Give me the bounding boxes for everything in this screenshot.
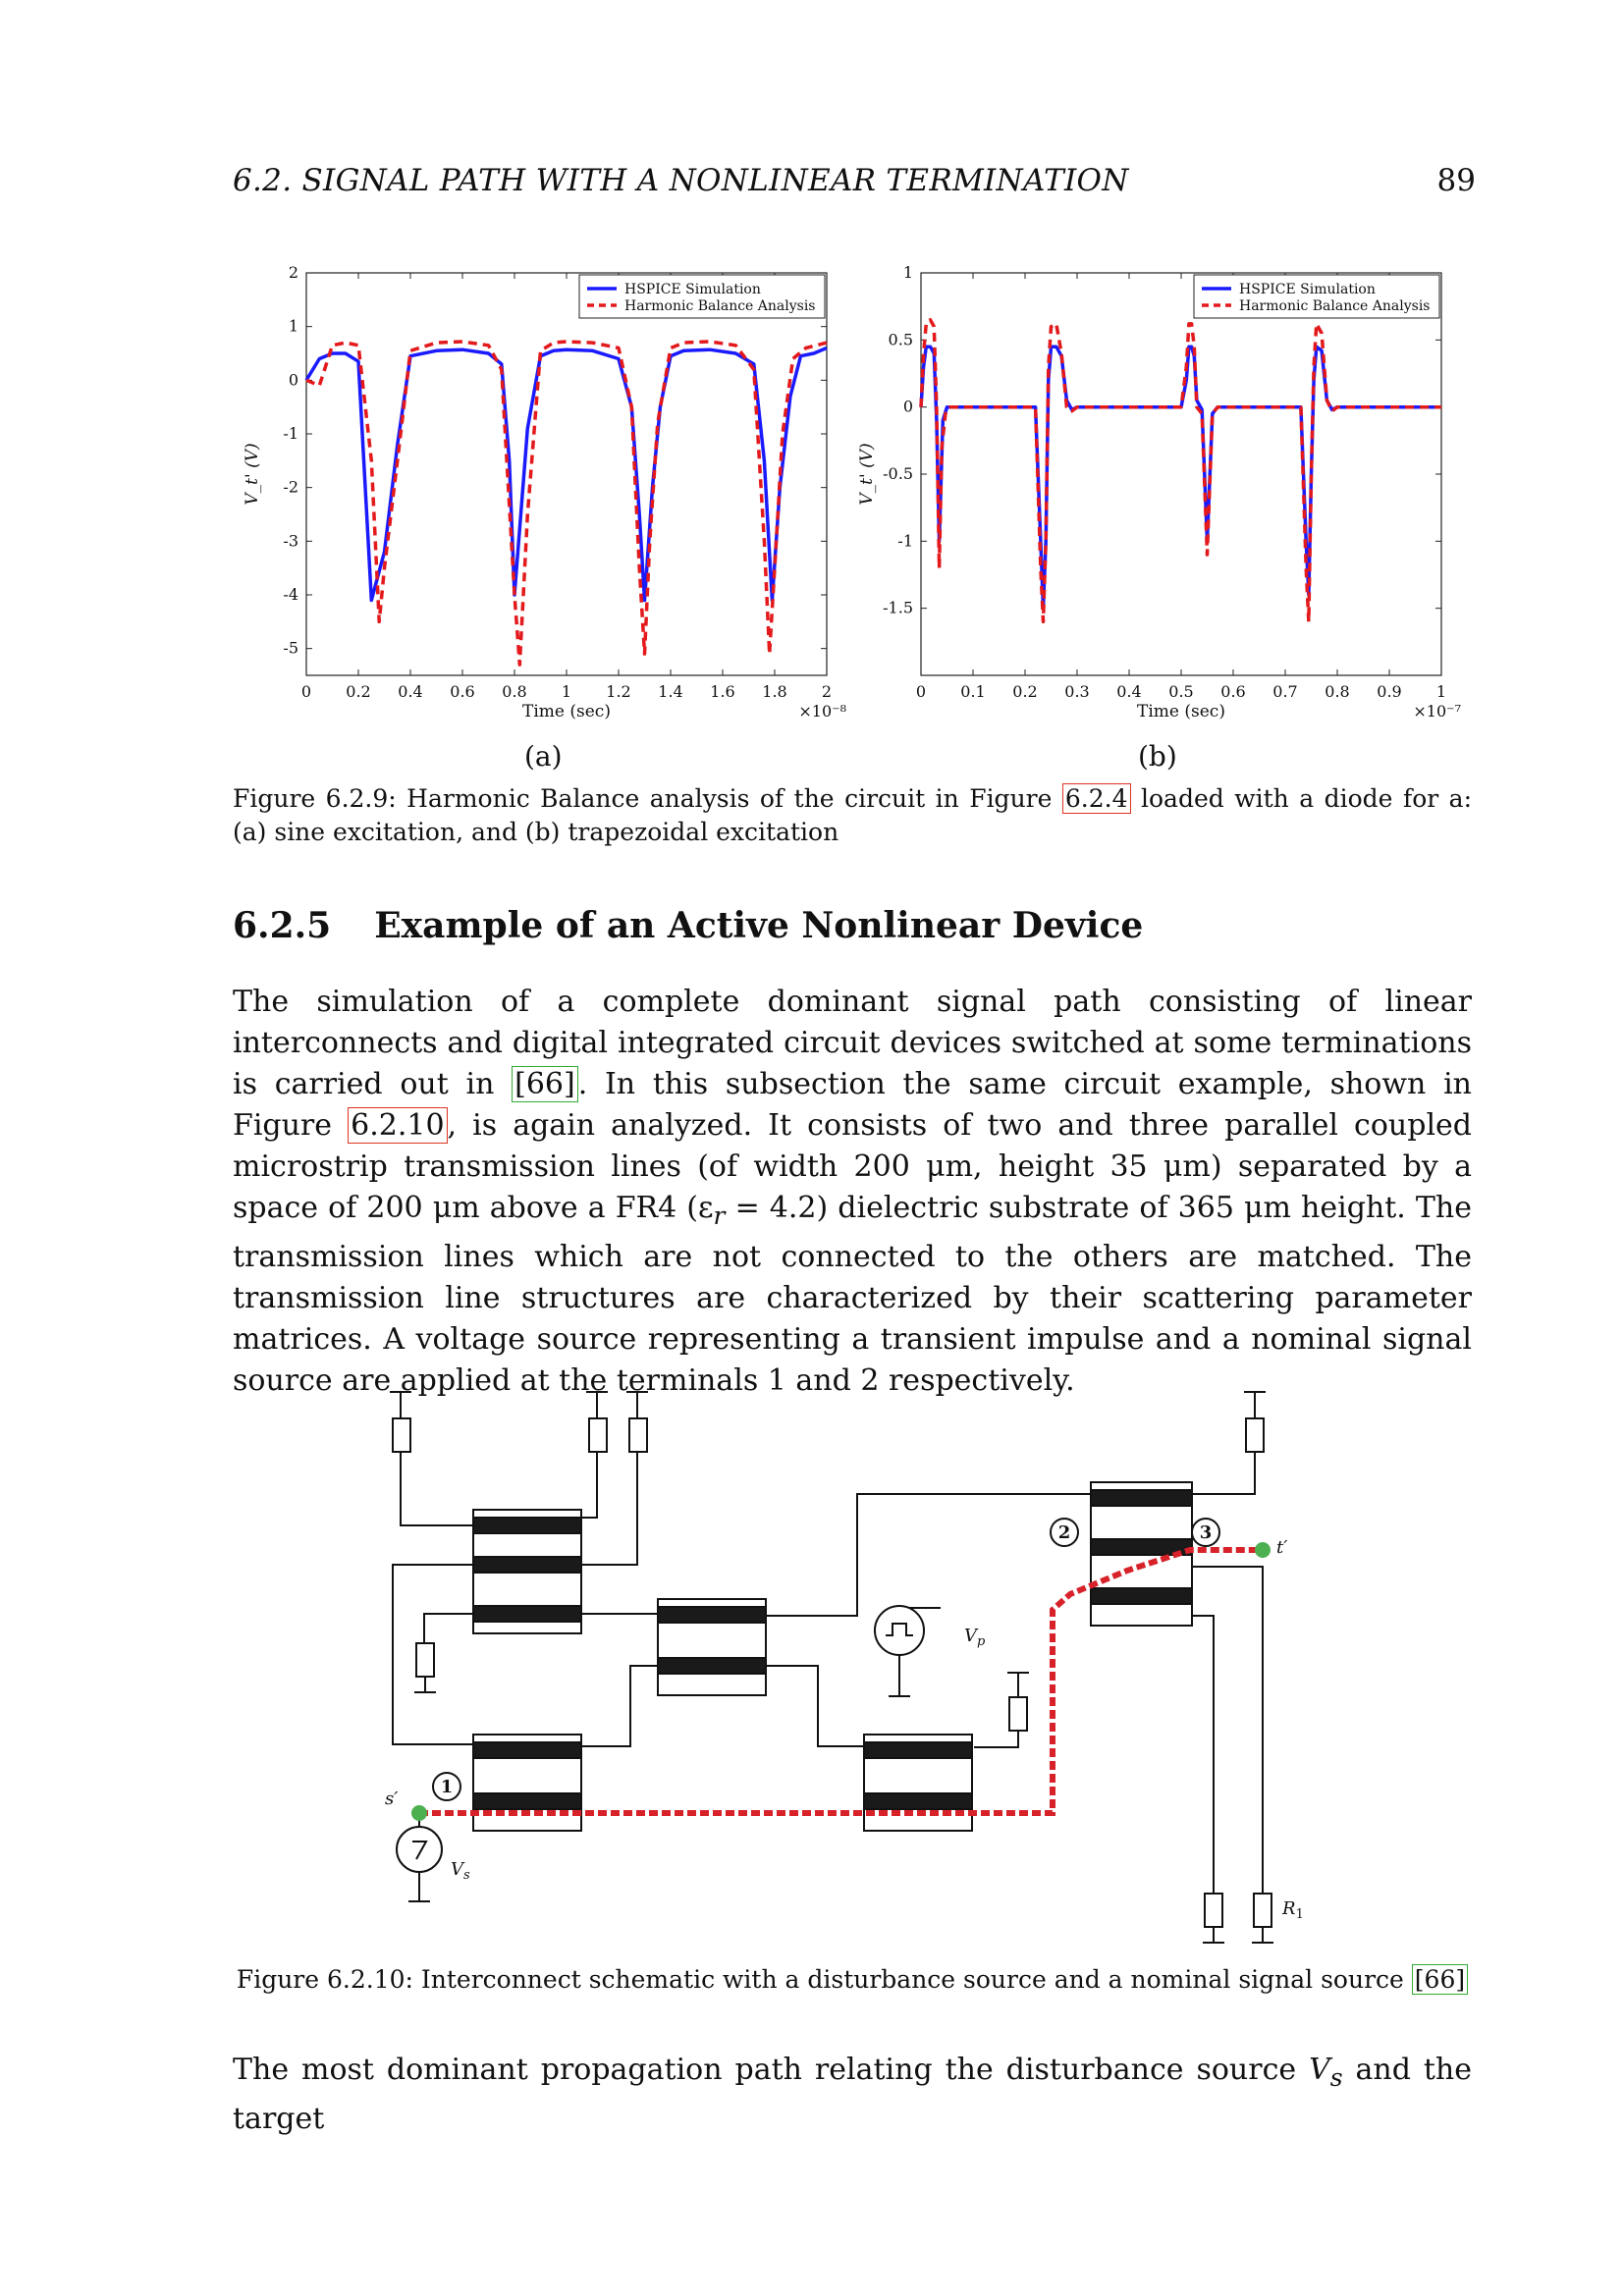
r1-label: $R_1$: [1282, 1898, 1304, 1922]
y-tick-label: 1: [288, 316, 298, 336]
x-tick-label: 0.6: [1220, 682, 1246, 701]
legend-label: Harmonic Balance Analysis: [1239, 298, 1431, 314]
section-number: 6.2.5: [233, 905, 332, 946]
x-tick-label: 1: [561, 682, 572, 701]
s-prime-label: s′: [385, 1789, 399, 1809]
citation-66-fig[interactable]: [66]: [1412, 1964, 1468, 1995]
x-tick-label: 0.6: [450, 682, 475, 701]
y-tick-label: 0: [288, 370, 298, 390]
y-tick-label: 0: [902, 397, 913, 416]
figure-6-2-10-caption: Figure 6.2.10: Interconnect schematic with a disturbance source and a nominal signal source [66]: [233, 1963, 1472, 1997]
x-tick-label: 0.1: [960, 682, 986, 701]
last-line: The most dominant propagation path relating the disturbance source $V_s$ and the target: [233, 2053, 1473, 2136]
citation-66[interactable]: [66]: [512, 1066, 578, 1102]
chart-b: [857, 263, 1461, 721]
legend-label: HSPICE Simulation: [624, 282, 761, 297]
x-multiplier: ×10⁻⁸: [798, 702, 846, 721]
y-tick-label: -1.5: [883, 598, 913, 617]
body-paragraph: The simulation of a complete dominant signal path consisting of linear interconnects and digital integrated circuit devices switched at some terminations is carried out in [66] . In this subsection the same circuit example, shown in Figure 6.2.10 , is again analyzed. It consists of two and three parallel coupled microstrip transmission lines (of width 200 μm, height 35 μm) separated by a space of 200 μm above a FR4 $(\varepsilon_r = 4.2)$ dielectric substrate of 365 μm height. The transmission lines which are not connected to the others are matched. The transmission line structures are characterized by their scattering parameter matrices. A voltage source representing a transient impulse and a nominal signal source are applied at the terminals 1 and 2 respectively.: [233, 985, 1472, 1398]
x-tick-label: 0.7: [1272, 682, 1298, 701]
x-tick-label: 0.2: [1012, 682, 1038, 701]
page-number: 89: [1436, 163, 1476, 198]
x-tick-label: 0.2: [346, 682, 371, 701]
running-header: 6.2. SIGNAL PATH WITH A NONLINEAR TERMINATION: [233, 163, 1129, 198]
x-multiplier: ×10⁻⁷: [1413, 702, 1461, 721]
panel-label-a: (a): [524, 740, 563, 773]
x-tick-label: 0.4: [1116, 682, 1142, 701]
x-tick-label: 2: [821, 682, 833, 701]
x-tick-label: 0.8: [1325, 682, 1350, 701]
node-2-label: 2: [1057, 1522, 1071, 1543]
legend-label: Harmonic Balance Analysis: [624, 298, 816, 314]
plot-frame: [921, 273, 1441, 675]
node-3-label: 3: [1199, 1522, 1213, 1543]
x-axis-label: Time (sec): [522, 702, 611, 721]
y-tick-label: -2: [283, 477, 298, 497]
x-tick-label: 1.2: [606, 682, 631, 701]
x-tick-label: 0.9: [1377, 682, 1402, 701]
y-tick-label: -4: [283, 585, 298, 604]
y-tick-label: 1: [902, 263, 913, 282]
y-axis-label: V_t' (V): [243, 443, 262, 506]
section-title: Example of an Active Nonlinear Device: [374, 905, 1144, 946]
t-prime-label: t′: [1276, 1537, 1288, 1558]
y-tick-label: 0.5: [888, 330, 913, 349]
chart-a: [243, 263, 846, 721]
vs-label: $V_s$: [451, 1859, 470, 1883]
figure-6-2-10-schematic: [363, 1374, 1306, 1944]
section-heading: [233, 905, 1143, 946]
figure-ref-6-2-4[interactable]: 6.2.4: [1062, 783, 1131, 814]
x-tick-label: 0: [915, 682, 927, 701]
y-tick-label: -5: [283, 638, 298, 658]
legend-label: HSPICE Simulation: [1239, 282, 1376, 297]
x-tick-label: 1: [1435, 682, 1447, 701]
y-tick-label: -0.5: [883, 464, 913, 483]
plot-frame: [306, 273, 827, 675]
y-axis-label: V_t' (V): [857, 443, 877, 506]
node-1-label: 1: [440, 1777, 454, 1797]
x-tick-label: 0.8: [502, 682, 527, 701]
x-axis-label: Time (sec): [1137, 702, 1225, 721]
x-tick-label: 1.8: [762, 682, 787, 701]
x-tick-label: 1.6: [710, 682, 735, 701]
y-tick-label: -1: [283, 424, 298, 443]
y-tick-label: -3: [283, 531, 298, 551]
x-tick-label: 0.3: [1064, 682, 1090, 701]
x-tick-label: 1.4: [658, 682, 683, 701]
x-tick-label: 0: [300, 682, 312, 701]
figure-ref-6-2-10[interactable]: 6.2.10: [348, 1107, 447, 1144]
figure-6-2-9: [226, 255, 1492, 785]
figure-6-2-9-caption: Figure 6.2.9: Harmonic Balance analysis of the circuit in Figure 6.2.4 loaded with a diode for a: (a) sine excitation, and (b) trapezoidal excitation: [233, 784, 1473, 846]
y-tick-label: 2: [288, 263, 298, 282]
x-tick-label: 0.4: [398, 682, 423, 701]
vp-label: $V_p$: [964, 1626, 986, 1649]
x-tick-label: 0.5: [1168, 682, 1194, 701]
panel-label-b: (b): [1138, 740, 1177, 773]
y-tick-label: -1: [897, 531, 913, 551]
